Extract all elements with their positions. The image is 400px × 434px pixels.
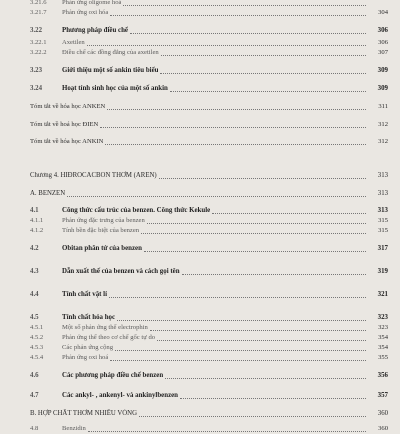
toc-entry-page-number: 360 [378, 425, 388, 433]
toc-entry-page-number: 312 [378, 138, 388, 146]
toc-entry-title: Phương pháp điều chế [62, 26, 128, 34]
toc-entry-number: 3.22 [30, 26, 43, 34]
toc-entry-title: Tóm tắt về hóa học ANKIN [30, 138, 104, 146]
toc-entry-number: 4.2 [30, 245, 39, 253]
toc-entry-page-number: 315 [378, 227, 388, 235]
toc-entry [30, 343, 388, 353]
toc-entry [30, 226, 388, 236]
dot-leader [105, 137, 366, 145]
toc-entry-page-number: 309 [377, 84, 388, 92]
toc-entry [30, 267, 388, 277]
toc-entry-title: B. HỢP CHẤT THƠM NHIỀU VÒNG [30, 410, 137, 418]
toc-entry-page-number: 356 [377, 371, 388, 379]
toc-entry-page-number: 311 [378, 102, 388, 110]
toc-entry-title: Các phản ứng cộng [62, 344, 113, 352]
dot-leader [109, 290, 366, 298]
toc-entry [30, 189, 388, 199]
toc-entry [30, 333, 388, 343]
toc-entry-number: 4.8 [30, 425, 39, 433]
dot-leader [139, 409, 366, 417]
toc-entry-title: Benzidin [62, 425, 86, 433]
toc-entry-number: 4.5.3 [30, 344, 44, 352]
dot-leader [212, 206, 366, 214]
toc-entry-page-number: 313 [377, 171, 388, 179]
toc-entry-page-number: 313 [377, 189, 388, 197]
toc-entry-number: 4.4 [30, 291, 39, 299]
toc-entry-page-number: 360 [377, 410, 388, 418]
toc-entry-title: Phản ứng oxi hóa [62, 9, 109, 16]
toc-entry [30, 206, 388, 216]
toc-entry-title: A. BENZEN [30, 189, 66, 197]
dot-leader [67, 189, 366, 197]
toc-entry-title: Điều chế các đồng đẳng của axetilen [62, 49, 159, 57]
toc-entry-number: 4.5.2 [30, 334, 44, 342]
toc-entry-title: Obitan phân tử của benzen [62, 245, 142, 253]
toc-entry-number: 4.6 [30, 371, 39, 379]
toc-entry-page-number: 315 [378, 217, 388, 225]
toc-entry-title: Phản ứng oligome hoá [62, 0, 122, 6]
dot-leader [144, 244, 366, 252]
toc-entry-title: Axetilen [62, 39, 85, 47]
toc-entry-title: Các phương pháp điều chế benzen [62, 371, 164, 379]
toc-entry-number: 3.23 [30, 67, 43, 75]
toc-entry-number: 4.5.4 [30, 354, 44, 362]
toc-entry-page-number: 355 [378, 354, 388, 362]
toc-entry-page-number: 357 [377, 392, 388, 400]
toc-entry [30, 48, 388, 58]
toc-entry-number: 4.3 [30, 268, 39, 276]
toc-entry-number: 3.24 [30, 84, 43, 92]
table-of-contents [30, 0, 388, 434]
dot-leader [161, 48, 366, 56]
toc-entry [30, 26, 388, 36]
dot-leader [182, 267, 366, 275]
toc-entry-title: Phản ứng đặc trưng của benzen [62, 217, 145, 225]
toc-entry-title: Giới thiệu một số ankin tiêu biểu [62, 67, 159, 75]
toc-entry-title: Hoạt tính sinh học của một số ankin [62, 84, 168, 92]
dot-leader [157, 333, 366, 341]
toc-entry-page-number: 323 [377, 314, 388, 322]
toc-entry [30, 102, 388, 112]
dot-leader [123, 0, 366, 6]
toc-entry-title: Tính chất hóa học [62, 314, 116, 322]
toc-entry-title: Tóm tắt về hoá học ĐIEN [30, 120, 99, 128]
toc-entry-title: Tóm tắt về hóa học ANKEN [30, 102, 106, 110]
dot-leader [115, 343, 366, 351]
toc-entry-number: 4.5.1 [30, 324, 44, 332]
toc-entry [30, 84, 388, 94]
dot-leader [170, 84, 366, 92]
toc-entry [30, 38, 388, 48]
toc-entry [30, 424, 388, 434]
toc-entry-number: 4.1.1 [30, 217, 44, 225]
dot-leader [180, 391, 366, 399]
dot-leader [165, 371, 366, 379]
toc-entry-number: 4.1.2 [30, 227, 44, 235]
toc-entry-page-number: 317 [377, 245, 388, 253]
toc-entry [30, 0, 388, 8]
toc-entry-page-number: 307 [378, 49, 388, 57]
toc-entry [30, 137, 388, 147]
dot-leader [130, 26, 366, 34]
toc-entry [30, 353, 388, 363]
toc-entry-number: 4.5 [30, 314, 39, 322]
toc-entry-page-number: 323 [378, 324, 388, 332]
toc-entry-number: 4.7 [30, 392, 39, 400]
toc-entry [30, 323, 388, 333]
dot-leader [88, 424, 366, 432]
dot-leader [100, 120, 366, 128]
toc-entry-title: Một số phản ứng thế electrophin [62, 324, 148, 332]
toc-entry-title: Công thức cấu trúc của benzen. Công thức Kekule [62, 207, 211, 215]
toc-entry-page-number: 306 [378, 39, 388, 47]
toc-entry-number: 3.22.2 [30, 49, 47, 57]
dot-leader [147, 216, 366, 224]
toc-entry-number: 3.21.7 [30, 9, 47, 16]
toc-entry [30, 409, 388, 419]
dot-leader [150, 323, 366, 331]
toc-entry-title: Dẫn xuất thế của benzen và cách gọi tên [62, 268, 180, 276]
toc-entry-page-number: 304 [378, 9, 388, 16]
toc-entry-page-number: 321 [377, 291, 388, 299]
toc-entry-title: Phản ứng oxi hoá [62, 354, 109, 362]
toc-entry-title: Các ankyl- , ankenyl- và ankinylbenzen [62, 392, 179, 400]
toc-entry [30, 244, 388, 254]
toc-entry-number: 3.21.6 [30, 0, 47, 6]
dot-leader [110, 8, 366, 16]
toc-entry-page-number: 354 [378, 334, 388, 342]
toc-entry-page-number: 309 [377, 67, 388, 75]
dot-leader [87, 38, 366, 46]
toc-entry-title: Tính chất vật lí [62, 291, 107, 299]
toc-entry [30, 290, 388, 300]
toc-entry-page-number: 354 [378, 344, 388, 352]
toc-entry-title: Phản ứng thế theo cơ chế gốc tự do [62, 334, 156, 342]
toc-entry-page-number: 313 [377, 207, 388, 215]
toc-entry [30, 8, 388, 18]
toc-entry [30, 66, 388, 76]
toc-entry [30, 120, 388, 130]
dot-leader [110, 353, 366, 361]
toc-entry-number: 4.1 [30, 207, 39, 215]
toc-entry [30, 313, 388, 323]
toc-entry-number: 3.22.1 [30, 39, 47, 47]
dot-leader [160, 66, 366, 74]
toc-entry-page-number: 306 [377, 26, 388, 34]
toc-entry-title: Tính bền đặc biệt của benzen [62, 227, 140, 235]
toc-entry-title: Chương 4. HIĐROCACBON THƠM (AREN) [30, 171, 157, 179]
toc-entry-page-number: 312 [378, 120, 388, 128]
toc-entry-page-number: 319 [377, 268, 388, 276]
dot-leader [107, 102, 366, 110]
toc-entry [30, 216, 388, 226]
toc-entry [30, 171, 388, 181]
toc-entry [30, 371, 388, 381]
dot-leader [159, 171, 366, 179]
dot-leader [117, 313, 366, 321]
dot-leader [141, 226, 366, 234]
